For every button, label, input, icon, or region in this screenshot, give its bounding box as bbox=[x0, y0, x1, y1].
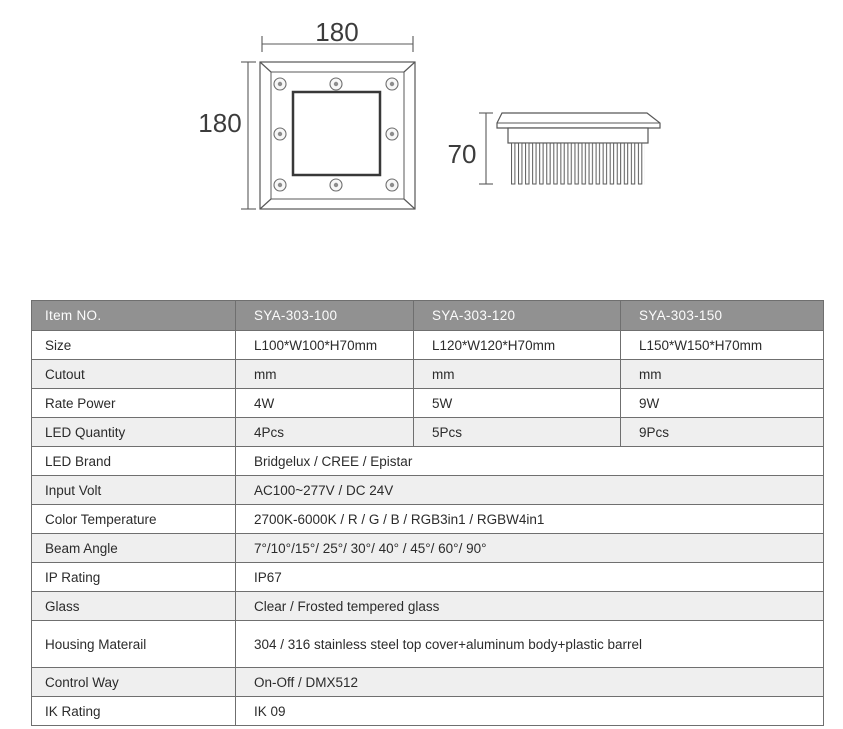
table-row-color-temperature bbox=[32, 505, 824, 534]
spec-label: Rate Power bbox=[32, 389, 236, 418]
side-height-dimension bbox=[479, 113, 493, 184]
spec-label: IK Rating bbox=[32, 697, 236, 726]
screw-icon bbox=[274, 179, 286, 191]
screw-icon bbox=[386, 179, 398, 191]
spec-label: LED Brand bbox=[32, 447, 236, 476]
table-row-control-way bbox=[32, 668, 824, 697]
spec-label: IP Rating bbox=[32, 563, 236, 592]
spec-value: 9Pcs bbox=[621, 418, 824, 447]
spec-value: IK 09 bbox=[236, 697, 824, 726]
screw-icon bbox=[330, 78, 342, 90]
spec-label: Beam Angle bbox=[32, 534, 236, 563]
spec-value: 5W bbox=[414, 389, 621, 418]
screw-icon bbox=[274, 128, 286, 140]
spec-value: 5Pcs bbox=[414, 418, 621, 447]
screw-icon bbox=[386, 128, 398, 140]
screw-icon bbox=[386, 78, 398, 90]
side-view-drawing bbox=[497, 113, 660, 185]
height-dimension bbox=[241, 62, 256, 209]
heatsink-fins bbox=[511, 143, 645, 185]
screw-icon bbox=[274, 78, 286, 90]
spec-value: Bridgelux / CREE / Epistar bbox=[236, 447, 824, 476]
spec-label: Control Way bbox=[32, 668, 236, 697]
spec-value: AC100~277V / DC 24V bbox=[236, 476, 824, 505]
technical-drawings bbox=[0, 0, 843, 300]
spec-value: mm bbox=[414, 360, 621, 389]
spec-table bbox=[31, 300, 824, 726]
spec-value: 4Pcs bbox=[236, 418, 414, 447]
table-row-cutout bbox=[32, 360, 824, 389]
table-row-led-quantity bbox=[32, 418, 824, 447]
column-header-model-3: SYA-303-150 bbox=[621, 301, 824, 331]
table-row-beam-angle bbox=[32, 534, 824, 563]
front-height-dimension-label: 180 bbox=[198, 108, 242, 138]
spec-label: Cutout bbox=[32, 360, 236, 389]
spec-label: Color Temperature bbox=[32, 505, 236, 534]
side-height-dimension-label: 70 bbox=[447, 139, 477, 169]
front-width-dimension-label: 180 bbox=[315, 17, 359, 47]
glass-window bbox=[293, 92, 380, 175]
spec-label: Input Volt bbox=[32, 476, 236, 505]
spec-value: L100*W100*H70mm bbox=[236, 331, 414, 360]
spec-value: IP67 bbox=[236, 563, 824, 592]
spec-label: Glass bbox=[32, 592, 236, 621]
table-row-glass bbox=[32, 592, 824, 621]
spec-label: Housing Materail bbox=[32, 621, 236, 668]
spec-value: 9W bbox=[621, 389, 824, 418]
spec-value: 2700K-6000K / R / G / B / RGB3in1 / RGBW4in1 bbox=[236, 505, 824, 534]
spec-value: On-Off / DMX512 bbox=[236, 668, 824, 697]
screw-icon bbox=[330, 179, 342, 191]
spec-value: L120*W120*H70mm bbox=[414, 331, 621, 360]
spec-label: LED Quantity bbox=[32, 418, 236, 447]
spec-value: mm bbox=[236, 360, 414, 389]
body-flange bbox=[508, 128, 648, 143]
table-header-row bbox=[32, 301, 824, 331]
table-row-led-brand bbox=[32, 447, 824, 476]
table-row-ik-rating bbox=[32, 697, 824, 726]
top-cover bbox=[497, 113, 660, 128]
table-row-input-volt bbox=[32, 476, 824, 505]
spec-value: Clear / Frosted tempered glass bbox=[236, 592, 824, 621]
spec-value: mm bbox=[621, 360, 824, 389]
table-row-size bbox=[32, 331, 824, 360]
spec-label: Size bbox=[32, 331, 236, 360]
table-row-ip-rating bbox=[32, 563, 824, 592]
table-row-rate-power bbox=[32, 389, 824, 418]
column-header-model-2: SYA-303-120 bbox=[414, 301, 621, 331]
spec-value: L150*W150*H70mm bbox=[621, 331, 824, 360]
spec-value: 304 / 316 stainless steel top cover+aluminum body+plastic barrel bbox=[236, 621, 824, 668]
spec-value: 7°/10°/15°/ 25°/ 30°/ 40° / 45°/ 60°/ 90° bbox=[236, 534, 824, 563]
spec-value: 4W bbox=[236, 389, 414, 418]
column-header-model-1: SYA-303-100 bbox=[236, 301, 414, 331]
column-header-item-no: Item NO. bbox=[32, 301, 236, 331]
table-row-housing-material bbox=[32, 621, 824, 668]
